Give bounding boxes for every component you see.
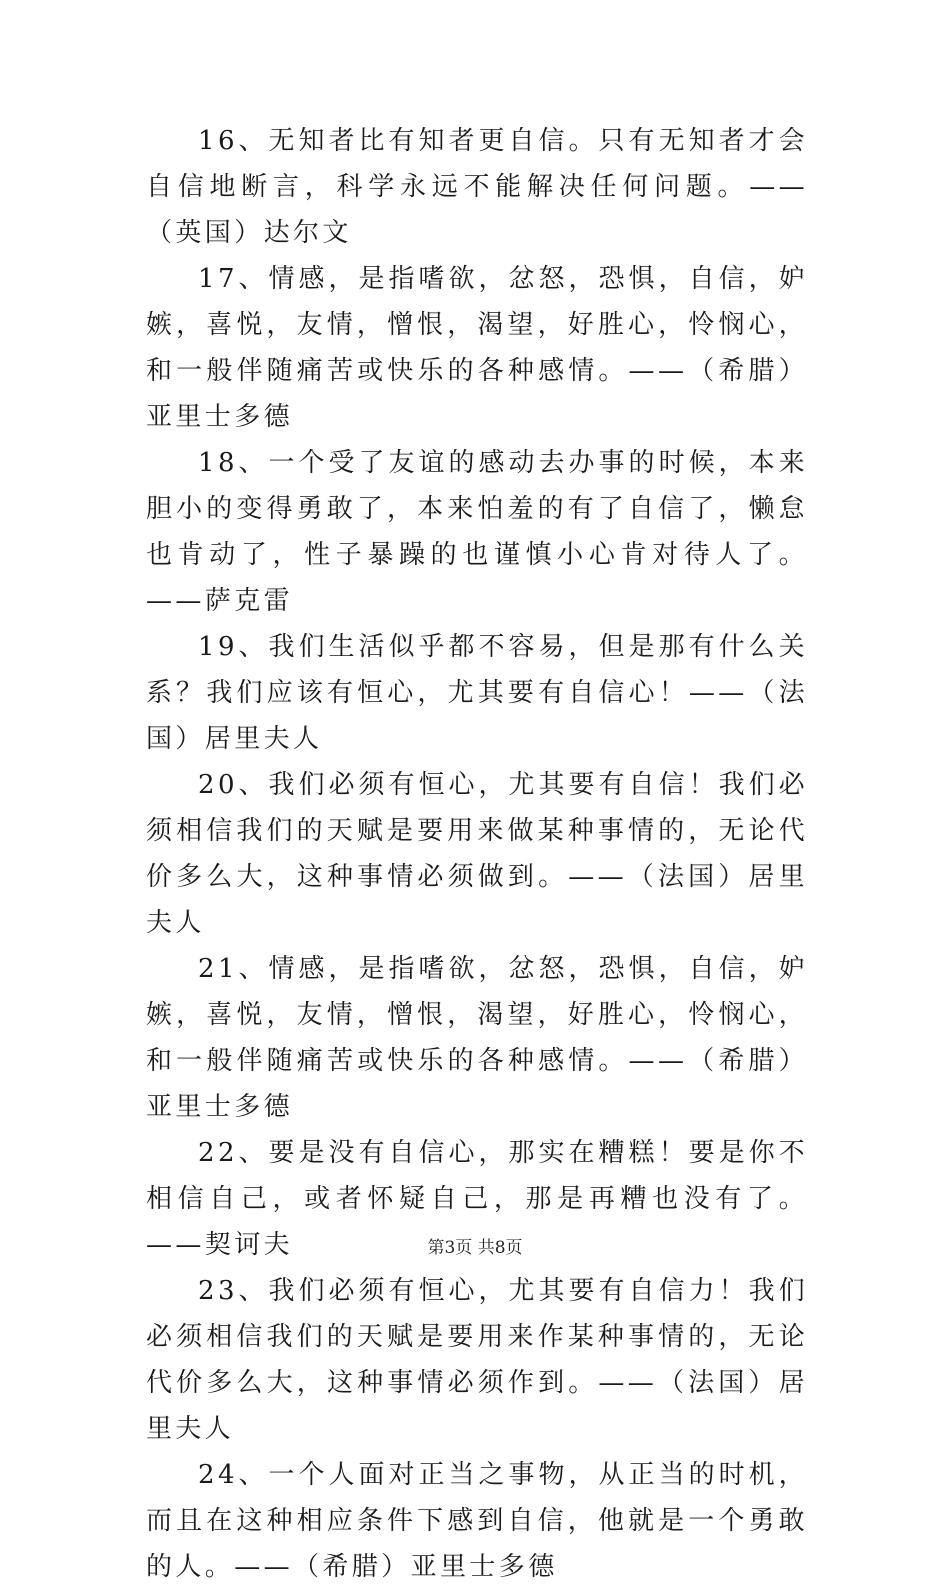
quote-paragraph-20: 20、我们必须有恒心，尤其要有自信！我们必须相信我们的天赋是要用来做某种事情的，无论代价多么大，这种事情必须做到。——（法国）居里夫人 [146,770,808,938]
quote-paragraph-21: 21、情感，是指嗜欲，忿怒，恐惧，自信，妒嫉，喜悦，友情，憎恨，渴望，好胜心，怜悯心，和一般伴随痛苦或快乐的各种感情。——（希腊）亚里士多德 [146,954,808,1122]
quote-paragraph-19: 19、我们生活似乎都不容易，但是那有什么关系？我们应该有恒心，尤其要有自信心！——（法国）居里夫人 [146,632,808,754]
page-number-footer: 第3页 共8页 [427,1238,523,1258]
quote-paragraph-23: 23、我们必须有恒心，尤其要有自信力！我们必须相信我们的天赋是要用来作某种事情的，无论代价多么大，这种事情必须作到。——（法国）居里夫人 [146,1276,808,1444]
quote-paragraph-18: 18、一个受了友谊的感动去办事的时候，本来胆小的变得勇敢了，本来怕羞的有了自信了，懒怠也肯动了，性子暴躁的也谨慎小心肯对待人了。——萨克雷 [146,448,808,616]
quote-list [146,118,808,1590]
quote-paragraph-22: 22、要是没有自信心，那实在糟糕！要是你不相信自己，或者怀疑自己，那是再糟也没有了。——契诃夫 [146,1138,808,1260]
quote-paragraph-16: 16、无知者比有知者更自信。只有无知者才会自信地断言，科学永远不能解决任何问题。——（英国）达尔文 [146,126,808,248]
quote-paragraph-17: 17、情感，是指嗜欲，忿怒，恐惧，自信，妒嫉，喜悦，友情，憎恨，渴望，好胜心，怜悯心，和一般伴随痛苦或快乐的各种感情。——（希腊）亚里士多德 [146,264,808,432]
quote-paragraph-24: 24、一个人面对正当之事物，从正当的时机，而且在这种相应条件下感到自信，他就是一个勇敢的人。——（希腊）亚里士多德 [146,1460,808,1582]
